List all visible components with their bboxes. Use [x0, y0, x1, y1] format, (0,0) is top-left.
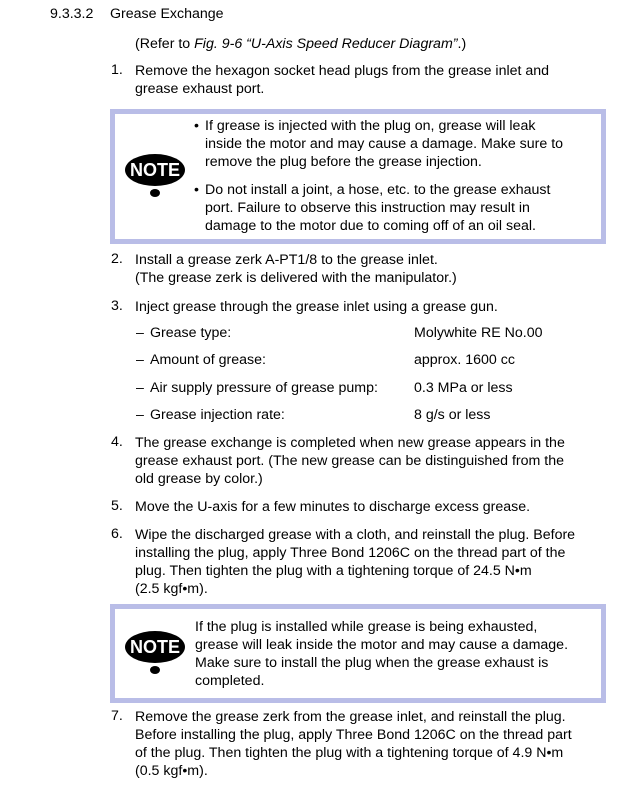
note-text: inside the motor and may cause a damage. Make sure to [205, 136, 564, 152]
dash: – [136, 352, 144, 368]
step-text: plug. Then tighten the plug with a tightening torque of 24.5 N•m [135, 563, 532, 579]
note-text: remove the plug before the grease injection. [205, 154, 482, 170]
spec-value: 0.3 MPa or less [414, 380, 513, 396]
dash: – [136, 380, 144, 396]
step-text: Before installing the plug, apply Three Bond 1206C on the thread part [135, 727, 572, 743]
step-text: Remove the hexagon socket head plugs from the grease inlet and [135, 63, 550, 79]
bullet: • [194, 182, 199, 198]
step-text: grease exhaust port. (The new grease can be distinguished from the [135, 453, 565, 469]
bullet: • [194, 118, 199, 134]
note-text: port. Failure to observe this instruction may result in [205, 200, 530, 216]
note-icon [123, 150, 187, 200]
note-box-1 [110, 109, 606, 244]
spec-value: 8 g/s or less [414, 407, 491, 423]
note-text: Do not install a joint, a hose, etc. to the grease exhaust [205, 182, 551, 198]
figure-link[interactable]: Fig. 9-6 “U-Axis Speed Reducer Diagram” [194, 36, 458, 52]
step-text: Move the U-axis for a few minutes to discharge excess grease. [135, 499, 531, 515]
step-number: 7. [111, 708, 123, 724]
section-title: Grease Exchange [110, 6, 224, 22]
note-icon [123, 627, 187, 677]
svg-text:NOTE: NOTE [129, 160, 181, 180]
spec-label: Grease injection rate: [150, 407, 285, 423]
note-text: damage to the motor due to coming off of an oil seal. [205, 218, 536, 234]
spec-label: Air supply pressure of grease pump: [150, 380, 378, 396]
spec-value: approx. 1600 cc [414, 352, 515, 368]
note-text: grease will leak inside the motor and may cause a damage. [195, 637, 569, 653]
spec-label: Grease type: [150, 325, 232, 341]
step-number: 2. [111, 251, 123, 267]
section-number: 9.3.3.2 [50, 6, 94, 22]
step-number: 4. [111, 434, 123, 450]
step-number: 3. [111, 298, 123, 314]
step-text: (2.5 kgf•m). [135, 581, 208, 597]
step-text: (The grease zerk is delivered with the manipulator.) [135, 270, 457, 286]
step-number: 6. [111, 526, 123, 542]
step-number: 1. [111, 62, 123, 78]
dash: – [136, 325, 144, 341]
step-text: Install a grease zerk A-PT1/8 to the grease inlet. [135, 252, 438, 268]
step-text: of the plug. Then tighten the plug with a tightening torque of 4.9 N•m [135, 745, 564, 761]
step-text: installing the plug, apply Three Bond 1206C on the thread part of the [135, 545, 566, 561]
note-text: completed. [195, 673, 265, 689]
dash: – [136, 407, 144, 423]
figure-reference: (Refer to Fig. 9-6 “U-Axis Speed Reducer Diagram”.) [135, 36, 467, 52]
step-text: The grease exchange is completed when new grease appears in the [135, 435, 565, 451]
step-text: Inject grease through the grease inlet using a grease gun. [135, 299, 498, 315]
step-text: old grease by color.) [135, 471, 263, 487]
spec-label: Amount of grease: [150, 352, 266, 368]
note-text: If the plug is installed while grease is being exhausted, [195, 619, 538, 635]
note-text: If grease is injected with the plug on, grease will leak [205, 118, 536, 134]
note-text: Make sure to install the plug when the grease exhaust is [195, 655, 549, 671]
svg-text:NOTE: NOTE [129, 637, 181, 657]
step-text: Wipe the discharged grease with a cloth, and reinstall the plug. Before [135, 527, 576, 543]
step-text: grease exhaust port. [135, 81, 265, 97]
note-box-2 [110, 604, 606, 703]
step-text: Remove the grease zerk from the grease inlet, and reinstall the plug. [135, 709, 566, 725]
spec-value: Molywhite RE No.00 [414, 325, 543, 341]
step-number: 5. [111, 498, 123, 514]
step-text: (0.5 kgf•m). [135, 763, 208, 779]
